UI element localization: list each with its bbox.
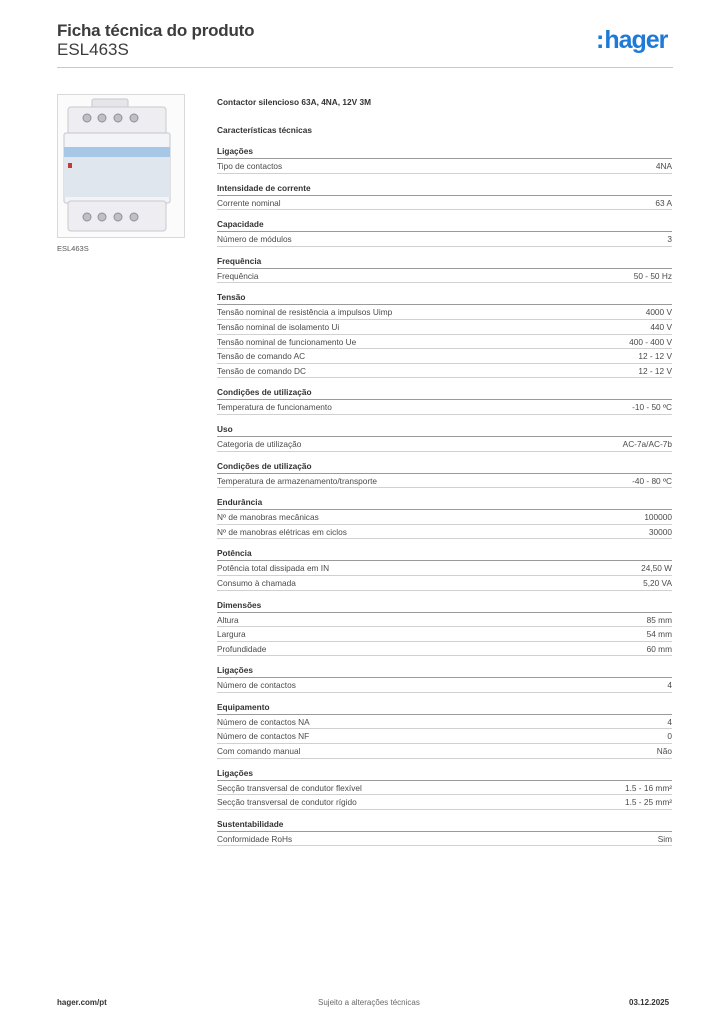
header-divider xyxy=(57,67,673,68)
spec-label: Profundidade xyxy=(217,643,267,654)
section-title: Endurância xyxy=(217,497,672,510)
spec-row xyxy=(217,729,672,744)
spec-label: Tensão nominal de funcionamento Ue xyxy=(217,336,357,347)
spec-label: Temperatura de funcionamento xyxy=(217,402,332,413)
spec-row xyxy=(217,832,672,847)
spec-label: Secção transversal de condutor flexível xyxy=(217,782,362,793)
spec-label: Potência total dissipada em IN xyxy=(217,563,330,574)
spec-label: Altura xyxy=(217,614,239,625)
section-title: Sustentabilidade xyxy=(217,819,672,832)
spec-row xyxy=(217,320,672,335)
spec-label: Número de módulos xyxy=(217,234,292,245)
spec-value: 440 V xyxy=(650,321,672,332)
spec-label: Tipo de contactos xyxy=(217,161,283,171)
spec-row xyxy=(217,335,672,350)
spec-value: 4NA xyxy=(655,161,672,171)
spec-row xyxy=(217,269,672,284)
spec-label: Nº de manobras mecânicas xyxy=(217,512,319,523)
spec-value: 5,20 VA xyxy=(643,577,672,588)
spec-value: 1.5 - 16 mm² xyxy=(624,782,672,793)
spec-row xyxy=(217,795,672,810)
spec-section xyxy=(217,497,672,539)
spec-section xyxy=(217,292,672,378)
footer-website: hager.com/pt xyxy=(57,998,107,1007)
logo-text: hager xyxy=(604,26,668,54)
spec-section xyxy=(217,219,672,247)
section-title: Equipamento xyxy=(217,702,672,715)
footer-note: Sujeito a alterações técnicas xyxy=(318,998,420,1007)
spec-value: 30000 xyxy=(648,526,672,537)
spec-label: Com comando manual xyxy=(217,746,301,757)
spec-value: 0 xyxy=(667,731,672,742)
spec-row xyxy=(217,781,672,796)
spec-row xyxy=(217,400,672,415)
spec-label: Tensão nominal de resistência a impulsos Uimp xyxy=(217,307,393,318)
spec-label: Corrente nominal xyxy=(217,197,281,208)
spec-row xyxy=(217,613,672,628)
spec-row xyxy=(217,159,672,174)
spec-section xyxy=(217,146,672,174)
spec-value: 100000 xyxy=(644,512,672,523)
spec-row xyxy=(217,744,672,759)
spec-section xyxy=(217,600,672,657)
spec-label: Tensão nominal de isolamento Ui xyxy=(217,321,340,332)
spec-value: -40 - 80 ºC xyxy=(632,475,672,486)
spec-row xyxy=(217,349,672,364)
spec-row xyxy=(217,196,672,211)
spec-content xyxy=(217,96,672,855)
spec-row xyxy=(217,678,672,693)
spec-value: 4 xyxy=(667,716,672,727)
section-title: Dimensões xyxy=(217,600,672,613)
spec-label: Largura xyxy=(217,629,246,640)
spec-row xyxy=(217,510,672,525)
section-title: Ligações xyxy=(217,665,672,678)
spec-value: 4 xyxy=(667,680,672,691)
section-title: Condições de utilização xyxy=(217,461,672,474)
spec-section xyxy=(217,256,672,284)
section-title: Capacidade xyxy=(217,219,672,232)
spec-value: AC-7a/AC-7b xyxy=(622,438,672,449)
spec-value: 54 mm xyxy=(646,629,672,640)
spec-section xyxy=(217,768,672,810)
spec-section xyxy=(217,424,672,452)
spec-section xyxy=(217,183,672,211)
contactor-illustration xyxy=(58,95,184,237)
spec-value: Sim xyxy=(657,833,672,844)
spec-label: Tensão de comando DC xyxy=(217,365,307,376)
spec-section xyxy=(217,665,672,693)
spec-row xyxy=(217,715,672,730)
spec-label: Número de contactos xyxy=(217,680,296,691)
spec-value: 85 mm xyxy=(646,614,672,625)
section-title: Ligações xyxy=(217,768,672,781)
spec-label: Conformidade RoHs xyxy=(217,833,293,844)
product-description: Contactor silencioso 63A, 4NA, 12V 3M xyxy=(217,97,371,107)
spec-row xyxy=(217,364,672,379)
spec-section xyxy=(217,461,672,489)
section-title: Uso xyxy=(217,424,672,437)
page-title: Ficha técnica do produto xyxy=(57,21,255,40)
footer-date: 03.12.2025 xyxy=(629,998,670,1007)
spec-section xyxy=(217,387,672,415)
spec-row xyxy=(217,437,672,452)
spec-value: 1.5 - 25 mm² xyxy=(624,797,672,808)
spec-row xyxy=(217,642,672,657)
spec-row xyxy=(217,561,672,576)
product-image xyxy=(57,94,185,238)
spec-value: 63 A xyxy=(655,197,672,208)
image-caption: ESL463S xyxy=(57,244,89,253)
spec-section xyxy=(217,702,672,759)
spec-section xyxy=(217,819,672,847)
spec-row xyxy=(217,576,672,591)
section-title: Condições de utilização xyxy=(217,387,672,400)
section-title: Frequência xyxy=(217,256,672,269)
tech-characteristics-heading: Características técnicas xyxy=(217,125,313,135)
spec-value: -10 - 50 ºC xyxy=(632,402,672,413)
spec-label: Consumo à chamada xyxy=(217,577,296,588)
spec-label: Número de contactos NF xyxy=(217,731,310,742)
spec-row xyxy=(217,305,672,320)
spec-value: 12 - 12 V xyxy=(638,351,672,362)
spec-label: Categoria de utilização xyxy=(217,438,302,449)
spec-value: 12 - 12 V xyxy=(638,365,672,376)
spec-label: Número de contactos NA xyxy=(217,716,310,727)
spec-row xyxy=(217,627,672,642)
spec-label: Nº de manobras elétricas em ciclos xyxy=(217,526,347,537)
spec-row xyxy=(217,474,672,489)
spec-value: 4000 V xyxy=(645,307,672,318)
section-title: Potência xyxy=(217,548,672,561)
section-title: Tensão xyxy=(217,292,672,305)
spec-label: Frequência xyxy=(217,270,259,281)
spec-value: Não xyxy=(656,746,672,757)
spec-label: Temperatura de armazenamento/transporte xyxy=(217,475,378,486)
spec-value: 24,50 W xyxy=(641,563,672,574)
logo-colon-mark: : xyxy=(596,26,604,54)
hager-logo xyxy=(596,28,667,53)
spec-section xyxy=(217,548,672,590)
spec-value: 3 xyxy=(667,234,672,245)
section-title: Intensidade de corrente xyxy=(217,183,672,196)
spec-row xyxy=(217,232,672,247)
spec-value: 60 mm xyxy=(646,643,672,654)
spec-value: 50 - 50 Hz xyxy=(633,270,672,281)
spec-value: 400 - 400 V xyxy=(629,336,672,347)
section-title: Ligações xyxy=(217,146,672,159)
spec-row xyxy=(217,525,672,540)
product-reference: ESL463S xyxy=(57,40,129,59)
spec-sections xyxy=(217,146,672,846)
spec-label: Secção transversal de condutor rígido xyxy=(217,797,357,808)
spec-label: Tensão de comando AC xyxy=(217,351,306,362)
